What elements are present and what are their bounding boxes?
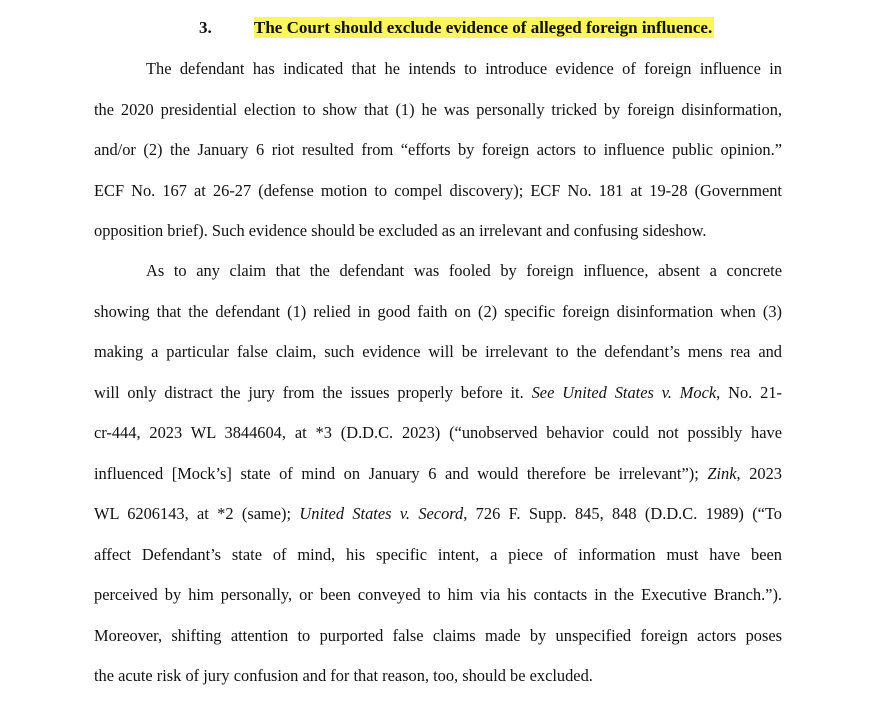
text-run: making a particular false claim, such evidence will be irrelevant to the defendant’s mens rea and <box>94 342 782 361</box>
paragraph-line <box>94 454 782 495</box>
paragraph-line <box>94 49 782 90</box>
text-run: the acute risk of jury confusion and for that reason, too, should be excluded. <box>94 666 593 685</box>
highlighted-title-text: The Court should exclude evidence of alleged foreign influence. <box>254 18 713 37</box>
paragraph-line <box>94 616 782 657</box>
paragraph-line <box>94 656 782 697</box>
paragraph-line <box>94 90 782 131</box>
paragraph-line <box>94 130 782 171</box>
case-citation: Zink <box>707 463 737 483</box>
text-run: opposition brief). Such evidence should be excluded as an irrelevant and confusing sideshow. <box>94 221 707 240</box>
paragraph-line <box>94 211 782 252</box>
text-run: Moreover, shifting attention to purported false claims made by unspecified foreign actors poses <box>94 625 782 645</box>
case-citation: United States v. Secord <box>299 504 464 523</box>
section-title <box>254 15 716 41</box>
text-run: As to any claim that the defendant was fooled by foreign influence, absent a concrete <box>146 261 782 280</box>
paragraph-line <box>94 494 782 535</box>
text-run: affect Defendant’s state of mind, his specific intent, a piece of information must have been <box>94 544 782 564</box>
paragraph-line <box>94 535 782 576</box>
paragraph-line <box>94 332 782 373</box>
section-heading <box>0 15 877 41</box>
text-run: influenced [Mock’s] state of mind on January 6 and would therefore be irrelevant”); <box>94 463 708 483</box>
paragraph-line <box>94 292 782 333</box>
text-run: perceived by him personally, or been conveyed to him via his contacts in the Executive Branch.”). <box>94 585 782 604</box>
text-run: ECF No. 167 at 26-27 (defense motion to compel discovery); ECF No. 181 at 19-28 (Government <box>94 180 782 200</box>
text-run: cr-444, 2023 WL 3844604, at *3 (D.D.C. 2023) (“unobserved behavior could not possibly have <box>94 423 782 442</box>
text-run: will only distract the jury from the issues properly before it. <box>94 382 532 402</box>
text-run: , 726 F. Supp. 845, 848 (D.D.C. 1989) (“To <box>463 504 782 523</box>
text-run: , 2023 <box>736 463 782 483</box>
paragraph-line <box>94 373 782 414</box>
paragraph-2 <box>94 251 782 697</box>
text-run: , No. 21- <box>716 382 783 402</box>
paragraph-line <box>94 251 782 292</box>
text-run: The defendant has indicated that he intends to introduce evidence of foreign influence in <box>146 59 782 78</box>
case-citation: See United States v. Mock <box>531 382 717 402</box>
text-run: showing that the defendant (1) relied in good faith on (2) specific foreign disinformation when (3) <box>94 301 782 321</box>
paragraph-1 <box>94 49 782 252</box>
text-run: WL 6206143, at *2 (same); <box>94 504 300 523</box>
paragraph-line <box>94 575 782 616</box>
section-number: 3. <box>199 18 212 37</box>
paragraph-line <box>94 171 782 212</box>
paragraph-line <box>94 413 782 454</box>
text-run: the 2020 presidential election to show that (1) he was personally tricked by foreign disinformation, <box>94 99 782 119</box>
text-run: and/or (2) the January 6 riot resulted from “efforts by foreign actors to influence public opinion.” <box>94 140 782 159</box>
